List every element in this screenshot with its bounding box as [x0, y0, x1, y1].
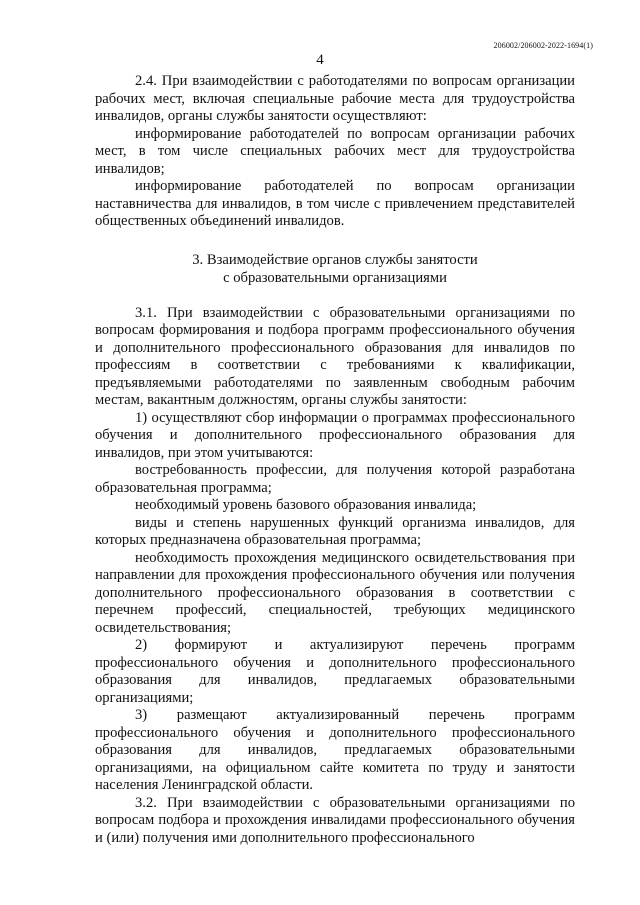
paragraph-3-2: 3.2. При взаимодействии с образовательными организациями по вопросам подбора и прохождения инвалидами профессионального обучения и (или) получения ими дополнительного профессионального [95, 794, 575, 846]
page-number: 4 [316, 52, 324, 68]
document-body [95, 73, 575, 847]
paragraph-impairments: виды и степень нарушенных функций организма инвалидов, для которых предназначена образовательная программа; [95, 514, 575, 548]
paragraph-item-1: 1) осуществляют сбор информации о программах профессионального обучения и дополнительного профессионального образования для инвалидов, при этом учитываются: [95, 409, 575, 461]
paragraph-3-1: 3.1. При взаимодействии с образовательными организациями по вопросам формирования и подбора программ профессионального обучения и дополнительного профессионального образования для инвалидов по профессиям в соответствии с требованиями к квалификации, предъявляемыми работодателями по заявленным свободным рабочим местам, вакантным должностям, органы службы занятости: [95, 304, 575, 408]
paragraph-item-3: 3) размещают актуализированный перечень программ профессионального обучения и дополнительного профессионального образования для инвалидов, предлагаемых образовательными организациями, на официальном сайте комитета по труду и занятости населения Ленинградской области. [95, 707, 575, 793]
section-title [95, 251, 575, 287]
paragraph-2-4: 2.4. При взаимодействии с работодателями по вопросам организации рабочих мест, включая специальные рабочие места для трудоустройства инвалидов, органы службы занятости осуществляют: [95, 73, 575, 124]
document-id: 206002/206002-2022-1694(1) [493, 41, 593, 50]
paragraph-medical-exam: необходимость прохождения медицинского освидетельствования при направлении для прохождения профессионального обучения или получения дополнительного профессионального образования в соответствии с перечнем профессий, специальностей, требующих медицинского освидетельствования; [95, 549, 575, 636]
paragraph-base-education: необходимый уровень базового образования инвалида; [135, 497, 477, 513]
section-title-line-1: 3. Взаимодействие органов службы занятости [192, 251, 478, 268]
paragraph-demand: востребованность профессии, для получения которой разработана образовательная программа; [95, 462, 575, 496]
section-title-line-2: с образовательными организациями [223, 269, 447, 286]
paragraph-inform-mentoring: информирование работодателей по вопросам организации наставничества для инвалидов, в том числе с привлечением представителей общественных объединений инвалидов. [95, 178, 575, 229]
paragraph-item-2: 2) формируют и актуализируют перечень программ профессионального обучения и дополнительного профессионального образования для инвалидов, предлагаемых образовательными организациями; [95, 637, 575, 706]
paragraph-inform-workplaces: информирование работодателей по вопросам организации рабочих мест, в том числе специальных рабочих мест для трудоустройства инвалидов; [95, 125, 575, 177]
